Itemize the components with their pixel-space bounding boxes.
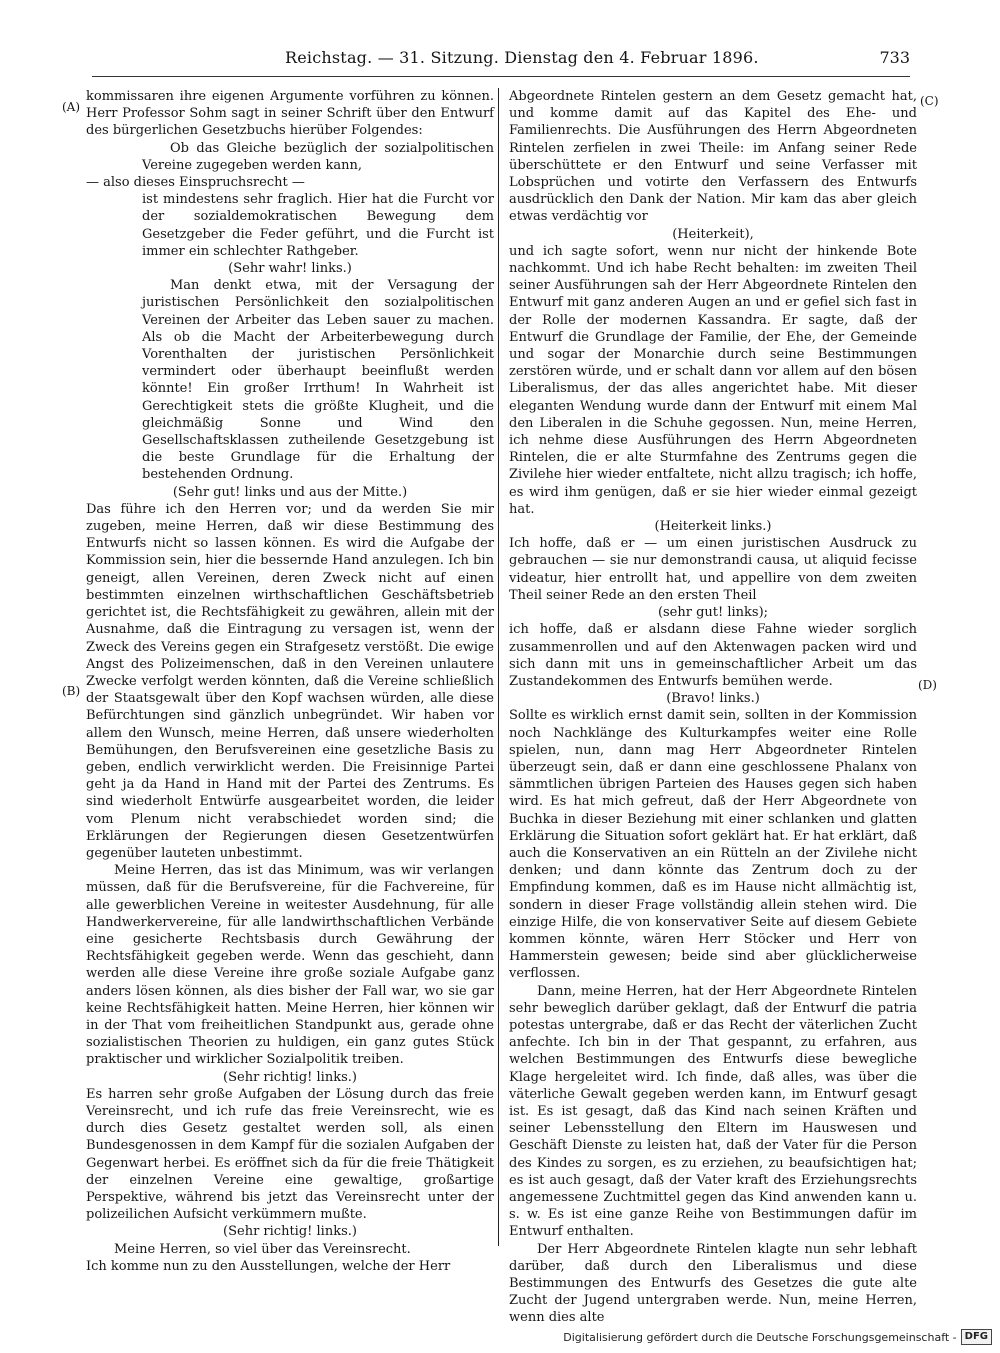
paragraph: Meine Herren, so viel über das Vereinsrecht. [114,1241,411,1257]
paragraph: und ich sagte sofort, wenn nur nicht der hinkende Bote nachkommt. Und ich habe Recht behalten: im zweiten Theil seiner Ausführungen sah der Herr Abgeordnete Rintelen den Entwurf mit ganz anderen Augen an und er gefiel sich fast in der Rolle der modernen Kassandra. Er sagte, daß der Entwurf die Grundlage der Familie, der Ehe, der Gemeinde und sogar der Monarchie durch seine Bestimmungen zerstören würde, und er schalt dann vor allem auf den bösen Liberalismus, der das alles angerichtet habe. Mit dieser eleganten Wendung wurde dann der Entwurf mit einem Mal den Liberalen in die Schuhe gegossen. Nun, meine Herren, ich nehme diese Ausführungen des Herrn Abgeordneten Rintelen, die er alte Sturmfahne des Zentrums gegen die Zivilehe hier wieder entfaltete, nicht allzu tragisch; ich hoffe, es wird ihm genügen, daß er sie hier wieder einmal gezeigt hat. [509,243,917,517]
paragraph: Ich komme nun zu den Ausstellungen, welche der Herr [86,1258,451,1274]
interjection: (Sehr richtig! links.) [223,1224,357,1240]
paragraph: Ich hoffe, daß er — um einen juristischen Ausdruck zu gebrauchen — sie nur demonstrandi causa, ut aliquid fecisse videatur, hier entrollt hat, und appellire von dem zweiten Theil seiner Rede an den ersten Theil [509,536,917,603]
quote-interjection: — also dieses Einspruchsrecht — [86,175,305,191]
column-divider [498,88,499,1246]
margin-marker-d: (D) [918,678,937,692]
interjection: (Heiterkeit), [672,226,754,242]
right-column [509,88,917,1327]
margin-marker-a: (A) [62,100,81,114]
paragraph: Das führe ich den Herren vor; und da werden Sie mir zugeben, meine Herren, daß wir diese Bestimmung des Entwurfs nicht so lassen können. Es wird die Aufgabe der Kommission sein, hier die bessernde Hand anzulegen. Ich bin geneigt, allen Vereinen, deren Zweck nicht auf einen bestimmten einzelnen wirthschaftlichen Geschäftsbetrieb gerichtet ist, die Rechtsfähigkeit zu gewähren, allein mit der Ausnahme, daß die Eintragung zu versagen ist, wenn der Zweck des Vereins gegen ein Strafgesetz verstößt. Die ewige Angst des Polizeimenschen, daß in den Vereinen unlautere Zwecke verfolgt werden könnten, daß die Vereine schließlich der Staatsgewalt über den Kopf wachsen würden, alle diese Befürchtungen sind gänzlich unbegründet. Wir haben vor allem den Wunsch, meine Herren, daß unsere wiederholten Bemühungen, den Berufsvereinen eine gesetzliche Basis zu geben, endlich verwirklicht werden. Die Freisinnige Partei geht ja da Hand in Hand mit der Partei des Zentrums. Es sind wiederholt Entwürfe ausgearbeitet worden, die leider vom Plenum nicht verabschiedet worden sind; die Erklärungen der Regierungen diesen Gesetzentwürfen gegenüber lauteten unbestimmt. [86,501,494,861]
margin-marker-b: (B) [62,684,81,698]
dfg-logo: DFG [961,1329,992,1345]
interjection: (Heiterkeit links.) [654,519,772,535]
paragraph: ich hoffe, daß er alsdann diese Fahne wieder sorglich zusammenrollen und auf den Aktenwagen packen wird und sich dann mit uns in gemeinschaftlicher Arbeit um das Zustandekommen des Entwurfs bemühen werde. [509,622,917,689]
interjection: (Sehr gut! links und aus der Mitte.) [172,484,408,500]
paragraph: Sollte es wirklich ernst damit sein, sollten in der Kommission noch Nachklänge des Kulturkampfes weiter eine Rolle spielen, nun, dann mag Herr Abgeordneter Rintelen überzeugt sein, daß er dann eine geschlossene Phalanx von sämmtlichen übrigen Parteien des Hauses gegen sich haben wird. Es hat mich gefreut, daß der Herr Abgeordnete von Buchka in dieser Beziehung mit einer schlanken und glatten Erklärung die Situation sofort geklärt hat. Er hat erklärt, daß auch die Konservativen an ein Rütteln an der Zivilehe nicht denken; und dann könnte das Zentrum doch zu der Empfindung kommen, daß es im Hause nicht allmächtig ist, sondern in dieser Frage vollständig allein stehen wird. Die einzige Hilfe, die von konservativer Seite auf diesem Gebiete kommen könnte, wären Herr Stöcker und Herr von Hammerstein gewesen; beide sind aber glücklicherweise verflossen. [509,708,917,982]
quote-line: Ob das Gleiche bezüglich der sozialpolitischen Vereine zugegeben werden kann, [142,140,494,173]
interjection: (sehr gut! links); [657,605,769,621]
interjection: (Sehr wahr! links.) [228,261,352,277]
paragraph: Abgeordnete Rintelen gestern an dem Gesetz gemacht hat, und komme damit auf das Kapitel des Ehe- und Familienrechts. Die Ausführungen des Herrn Abgeordneten Rintelen zerfielen in zwei Theile: im Anfang seiner Rede überschüttete er den Entwurf und seine Verfasser mit Lobsprüchen und votirte den Verfassern des Entwurfs ausdrücklich den Dank der Nation. Mir kam das aber gleich etwas verdächtig vor [509,89,917,225]
paragraph: Der Herr Abgeordnete Rintelen klagte nun sehr lebhaft darüber, daß durch den Liberalismus und diese Bestimmungen des Entwurfs des Gesetzes die gute alte Zucht der Jugend untergraben werde. Nun, meine Herren, wenn dies alte [509,1241,917,1326]
paragraph: Meine Herren, das ist das Minimum, was wir verlangen müssen, daß für die Berufsvereine, für die Fachvereine, für alle gewerblichen Vereine in weitester Ausdehnung, für alle Handwerkervereine, für alle landwirthschaftlichen Verbände eine gesicherte Rechtsbasis durch Gewährung der Rechtsfähigkeit gegeben werde. Wenn das geschieht, dann werden alle diese Vereine ihre große soziale Aufgabe ganz anders lösen können, als dies bisher der Fall war, wo sie gar keine Rechtsfähigkeit hatten. Meine Herren, hier können wir in der That vom freiheitlichen Standpunkt aus, gerade ohne sozialistischen Theorien zu huldigen, ein ganz gutes Stück praktischer und wirklicher Sozialpolitik treiben. [86,863,494,1068]
quote-paragraph: Man denkt etwa, mit der Versagung der juristischen Persönlichkeit den sozialpolitischen Vereinen der Arbeiter das Leben sauer zu machen. Als ob die Macht der Arbeiterbewegung durch Vorenthalten der juristischen Persönlichkeit vermindert oder überhaupt beeinflußt werden könnte! Ein großer Irrthum! In Wahrheit ist Gerechtigkeit stets die größte Klugheit, und die gleichmäßig Sonne und Wind den Gesellschaftsklassen zutheilende Gesetzgebung ist die beste Grundlage für die Erhaltung der bestehenden Ordnung. [142,278,494,483]
paragraph: Es harren sehr große Aufgaben der Lösung durch das freie Vereinsrecht, und ich rufe das freie Vereinsrecht, wie es durch dies Gesetz gestaltet werden soll, als einen Bundesgenossen in dem Kampf für die sozialen Aufgaben der Gegenwart herbei. Es eröffnet sich da für die freie Thätigkeit der einzelnen Vereine eine gewaltige, großartige Perspektive, während bis jetzt das Vereinsrecht unter der polizeilichen Aufsicht verkümmern mußte. [86,1086,494,1223]
margin-marker-c: (C) [920,94,939,108]
running-header [90,48,910,74]
digitization-footer [563,1329,992,1345]
header-rule [92,76,910,77]
header-title: Reichstag. — 31. Sitzung. Dienstag den 4. Februar 1896. [285,48,759,67]
left-column [86,88,494,1275]
interjection: (Sehr richtig! links.) [223,1069,357,1085]
paragraph: kommissaren ihre eigenen Argumente vorführen zu können. Herr Professor Sohm sagt in seiner Schrift über den Entwurf des bürgerlichen Gesetzbuchs hierüber Folgendes: [86,89,494,139]
paragraph: Dann, meine Herren, hat der Herr Abgeordnete Rintelen sehr beweglich darüber geklagt, daß der Entwurf die patria potestas untergrabe, daß er das Recht der väterlichen Zucht anfechte. Ich bin in der That gespannt, zu erfahren, aus welchen Bestimmungen des Entwurfs diese bewegliche Klage hergeleitet wird. Ich finde, daß alles, was über die väterliche Gewalt gegeben werden kann, im Entwurf gesagt ist. Es ist gesagt, daß das Kind nach seinen Kräften und seiner Lebensstellung den Eltern im Hauswesen und Geschäft Dienste zu leisten hat, daß der Vater für die Person des Kindes zu sorgen, es zu erziehen, zu beaufsichtigen hat; es ist auch gesagt, daß der Vater kraft des Erziehungsrechts angemessene Zuchtmittel gegen das Kind anwenden kann u. s. w. Es ist eine ganze Reihe von Bestimmungen dafür im Entwurf enthalten. [509,983,917,1240]
page-number: 733 [879,48,910,67]
interjection: (Bravo! links.) [666,691,760,707]
quote-paragraph: ist mindestens sehr fraglich. Hier hat die Furcht vor der sozialdemokratischen Bewegung dem Gesetzgeber die Feder geführt, und die Furcht ist immer ein schlechter Rathgeber. [142,192,494,259]
footer-text: Digitalisierung gefördert durch die Deutsche Forschungsgemeinschaft - [563,1330,957,1344]
